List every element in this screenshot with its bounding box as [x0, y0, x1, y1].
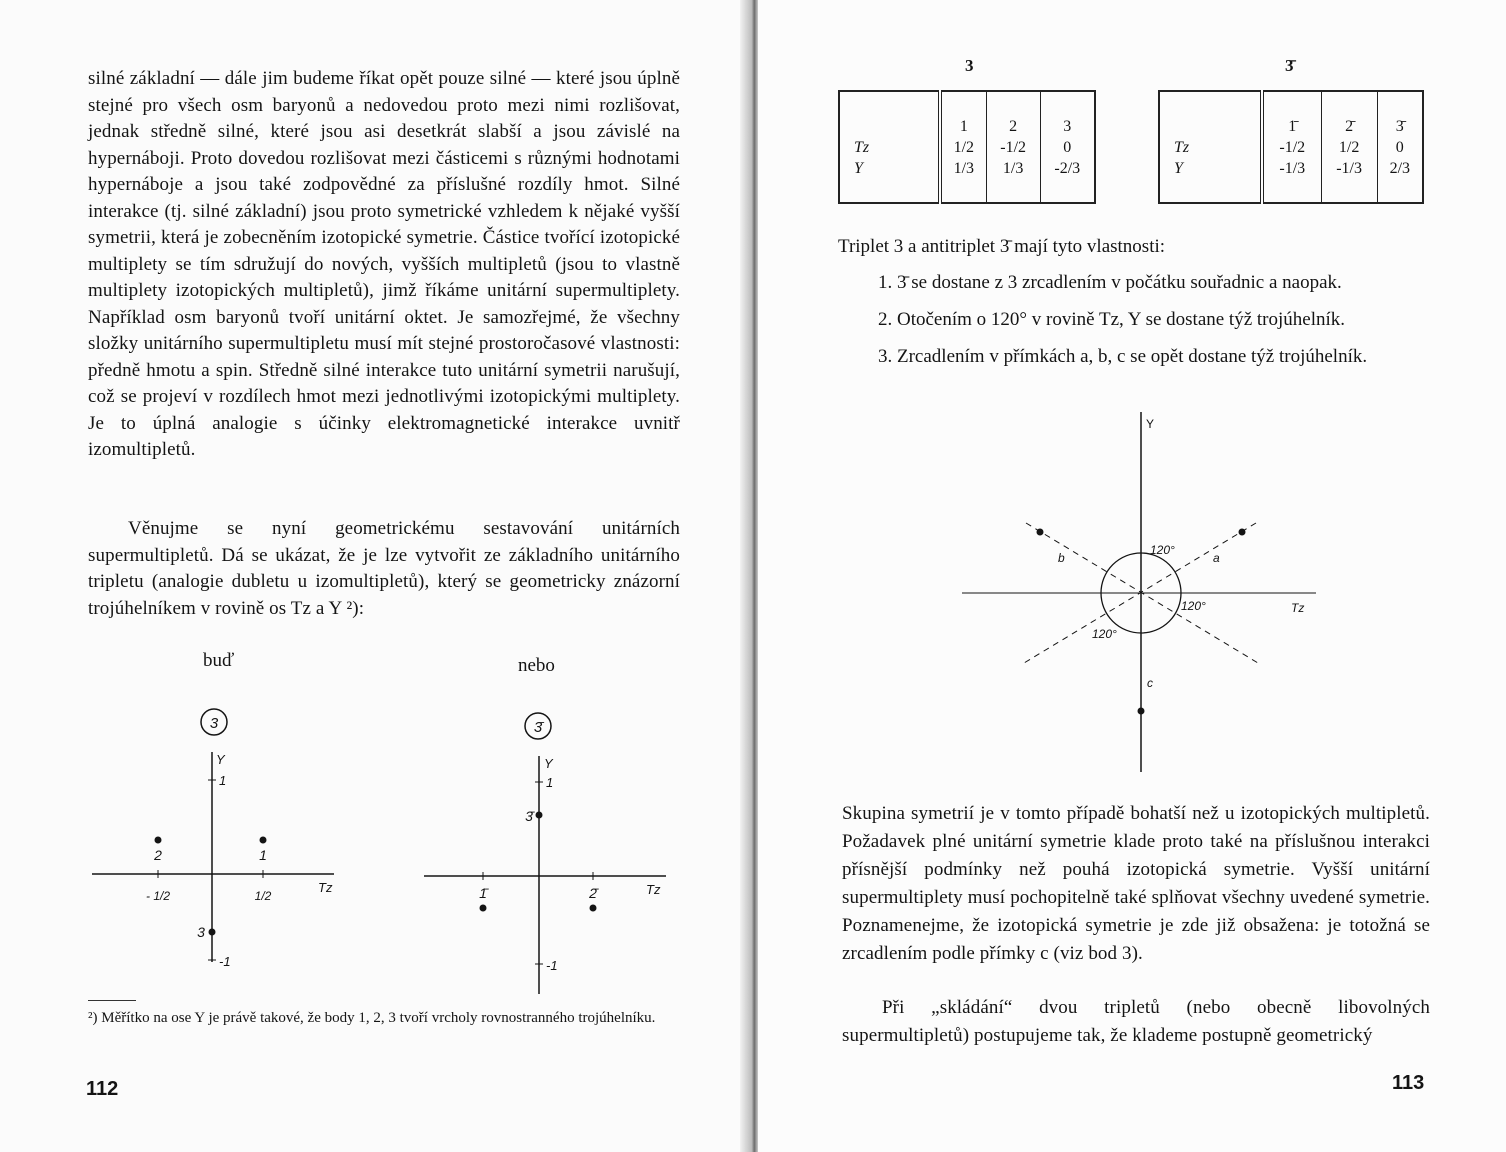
triplet-table	[838, 90, 1096, 204]
table-title: 3̄	[1285, 56, 1294, 75]
table-cell: 2̄ 1/2 -1/3	[1321, 91, 1377, 203]
symmetry-diagram	[958, 410, 1338, 780]
intro-text: Triplet 3 a antitriplet 3̄ mají tyto vlastnosti:	[838, 236, 1166, 257]
body-paragraph: Věnujme se nyní geometrickému sestavování unitárních supermultipletů. Dá se ukázat, že je lze vytvořit ze základního unitárního tripletu (analogie dubletu u izomultipletů), který se geometricky znázorní trojúhelníkem v rovině os Tz a Y ²):	[88, 518, 680, 619]
y-axis-label: Y	[544, 756, 553, 771]
tick-label: 1	[546, 775, 554, 790]
list-item: 3. Zrcadlením v přímkách a, b, c se opět dostane týž trojúhelník.	[878, 346, 1368, 367]
table-cell: 2 -1/2 1/3	[986, 91, 1040, 203]
line-label-c: c	[1147, 676, 1153, 690]
diagram-caption: buď	[203, 650, 235, 671]
tick-label: - 1/2	[145, 889, 171, 903]
page-number: 113	[1392, 1072, 1425, 1094]
angle-label: 120°	[1181, 599, 1206, 613]
row-labels: Tz Y	[854, 138, 870, 177]
x-axis-label: Tz	[318, 880, 333, 895]
tick-label: -1	[546, 958, 558, 973]
triplet-badge: 3	[209, 715, 219, 732]
point-label: 2	[154, 847, 162, 863]
page-number: 112	[86, 1078, 119, 1100]
tick-label: 1/2	[254, 889, 272, 903]
body-paragraph: Při „skládání“ dvou tripletů (nebo obecně libovolných supermultipletů) postupujeme tak, že klademe postupně geometrický	[842, 997, 1430, 1046]
table-cell: 1 1/2 1/3	[940, 91, 986, 203]
diagram-caption: nebo	[518, 655, 555, 676]
y-axis-label: Y	[216, 752, 225, 767]
table-cell: 3 0 -2/3	[1040, 91, 1095, 203]
x-axis-label: Tz	[1291, 601, 1305, 615]
list-item: 1. 3̄ se dostane z 3 zrcadlením v počátku souřadnic a naopak.	[878, 272, 1342, 293]
antitriplet-table	[1158, 90, 1424, 204]
angle-label: 120°	[1150, 543, 1175, 557]
antitriplet-badge: 3̄	[533, 719, 543, 736]
right-page	[758, 0, 1506, 1152]
row-labels: Tz Y	[1174, 138, 1190, 177]
table-cell: 1̄ -1/2 -1/3	[1262, 91, 1321, 203]
point-label: 3	[197, 924, 205, 940]
line-label-b: b	[1058, 551, 1065, 565]
table-title: 3	[965, 56, 974, 75]
tick-label: -1	[219, 954, 231, 969]
x-axis-label: Tz	[646, 882, 661, 897]
left-page	[0, 0, 748, 1152]
body-paragraph: Skupina symetrií je v tomto případě bohatší než u izotopických multipletů. Požadavek plné unitární symetrie klade proto také na příslušnou interakci přísnější podmínky než pouhá izotopická symetrie. Vyšší unitární supermultiplety musí pochopitelně také splňovat všechny uvedené symetrie. Poznamenejme, že izotopická symetrie je zde již obsažena: je totožná se zrcadlením podle přímky c (viz bod 3).	[842, 803, 1430, 964]
angle-label: 120°	[1092, 627, 1117, 641]
point-label: 2̄	[589, 885, 597, 901]
table-cell: 3̄ 0 2/3	[1377, 91, 1423, 203]
line-label-a: a	[1213, 551, 1220, 565]
footnote-rule	[88, 1000, 136, 1001]
body-paragraph: silné základní — dále jim budeme říkat opět pouze silné — které jsou úplně stejné pro všech osm baryonů a nedovedou proto mezi nimi rozlišovat, jednak středně silné, které jsou asi desetkrát slabší a jsou závislé na hypernáboji. Proto dovedou rozlišovat mezi částicemi s různými hodnotami hypernáboje a jsou také zodpovědné za příslušné rozdíly hmot. Silné interakce (tj. silné základní) jsou proto symetrické vzhledem k nějaké vyšší symetrii, která je zobecněním izotopické symetrie. Částice tvořící izotopické multiplety se tím sdružují do nových, vyšších multipletů (jsou to vlastně multiplety izotopických multipletů), jimž říkáme unitární supermultiplety. Například osm baryonů tvoří unitární oktet. Je samozřejmé, že všechny složky unitárního supermultipletu musí mít stejné prostoročasové vlastnosti: předně hmotu a spin. Středně silné interakce tuto unitární symetrii narušují, což se projeví v rozdílech hmot mezi jednotlivými izotopickými multiplety. Je to úplná analogie s účinky elektromagnetické interakce uvnitř izomultipletů.	[88, 68, 680, 460]
y-axis-label: Y	[1146, 417, 1155, 431]
antitriplet-diagram	[420, 702, 680, 1002]
tick-label: 1	[219, 773, 227, 788]
triplet-diagram	[88, 700, 348, 1000]
list-item: 2. Otočením o 120° v rovině Tz, Y se dostane týž trojúhelník.	[878, 309, 1346, 330]
footnote: ²) Měřítko na ose Y je právě takové, že body 1, 2, 3 tvoří vrcholy rovnostranného trojúhelníku.	[88, 1010, 656, 1026]
point-label: 3̄	[525, 808, 533, 824]
point-label: 1̄	[479, 885, 487, 901]
point-label: 1	[259, 847, 267, 863]
